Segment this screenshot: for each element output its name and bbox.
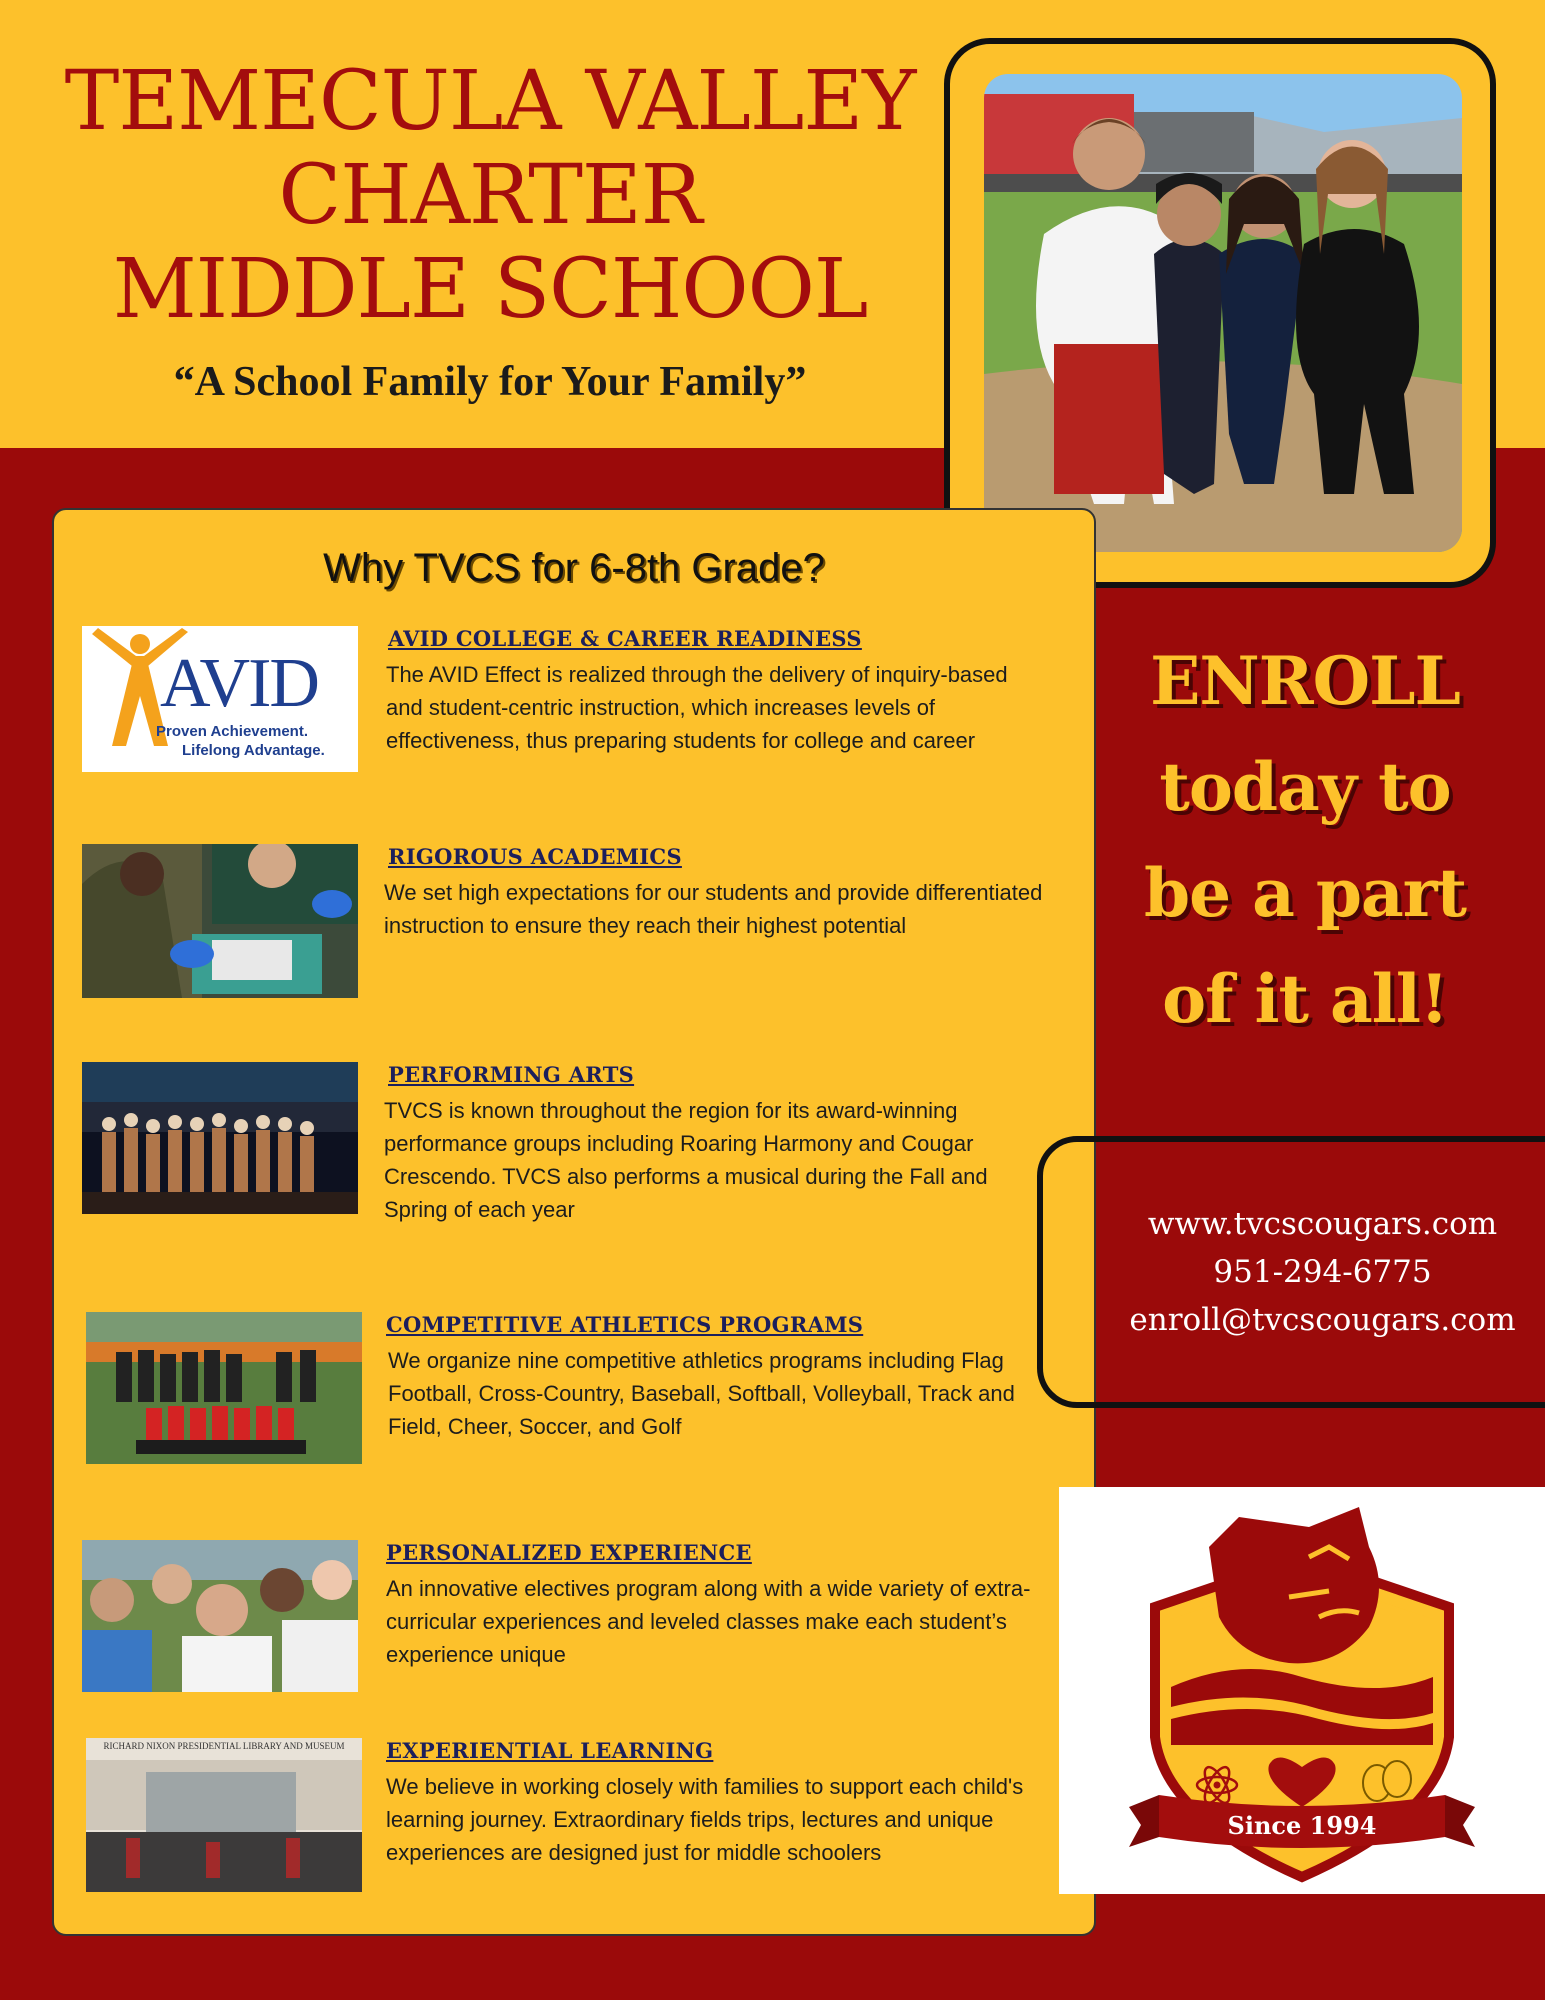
feature-heading: PERFORMING ARTS — [388, 1062, 635, 1087]
why-tvcs-card — [52, 508, 1096, 1936]
students-photo — [984, 74, 1462, 552]
academics-photo — [82, 844, 358, 998]
tagline: “A School Family for Your Family” — [173, 359, 807, 405]
feature-body: We set high expectations for our students and provide differentiated instruction to ensure they reach their highest potential — [384, 880, 1043, 938]
avid-tagline-2: Lifelong Advantage. — [182, 742, 325, 759]
feature-body: We organize nine competitive athletics programs including Flag Football, Cross-Country, Baseball, Softball, Volleyball, Track and Field, Cheer, Soccer, and Golf — [388, 1348, 1015, 1439]
feature-body: We believe in working closely with families to support each child's learning journey. Extraordinary fields trips, lectures and unique experiences are designed just for middle schoolers — [386, 1774, 1024, 1865]
feature-heading: COMPETITIVE ATHLETICS PROGRAMS — [386, 1312, 864, 1337]
contact-info — [1100, 1200, 1545, 1344]
personalized-photo — [82, 1540, 358, 1692]
feature-heading: PERSONALIZED EXPERIENCE — [386, 1540, 752, 1565]
athletics-photo — [86, 1312, 362, 1464]
experiential-photo — [86, 1738, 362, 1892]
performing-arts-photo — [82, 1062, 358, 1214]
feature-heading: RIGOROUS ACADEMICS — [388, 844, 682, 869]
feature-heading: AVID COLLEGE & CAREER READINESS — [388, 626, 862, 651]
enroll-line-3: be a part — [1143, 854, 1467, 932]
school-crest-box — [1059, 1487, 1545, 1894]
title-line-2: CHARTER — [278, 148, 702, 243]
enroll-line-4: of it all! — [1162, 960, 1448, 1038]
enroll-line-2: today to — [1159, 748, 1451, 826]
enroll-line-1: ENROLL — [1150, 642, 1460, 720]
phone-number[interactable]: 951-294-6775 — [1213, 1254, 1432, 1290]
card-title: Why TVCS for 6-8th Grade? — [323, 546, 825, 590]
feature-body: TVCS is known throughout the region for its award-winning performance groups including Roaring Harmony and Cougar Crescendo. TVCS also performs a musical during the Fall and Spring of each year — [384, 1098, 988, 1222]
photo-sign: RICHARD NIXON PRESIDENTIAL LIBRARY AND MUSEUM — [103, 1741, 345, 1751]
feature-body: The AVID Effect is realized through the delivery of inquiry-based and student-centric instruction, which increases levels of effectiveness, thus preparing students for college and career — [386, 662, 1008, 753]
title-line-3: MIDDLE SCHOOL — [112, 242, 868, 337]
feature-heading: EXPERIENTIAL LEARNING — [386, 1738, 714, 1763]
feature-body: An innovative electives program along with a wide variety of extra-curricular experiences and leveled classes make each student’s experience unique — [386, 1576, 1031, 1667]
since-banner-text: Since 1994 — [1227, 1811, 1377, 1840]
avid-logo — [82, 626, 358, 772]
avid-logo-text: AVID — [160, 645, 318, 722]
email-link[interactable]: enroll@tvcscougars.com — [1129, 1302, 1516, 1338]
school-title — [40, 55, 940, 337]
title-line-1: TEMECULA VALLEY — [64, 54, 916, 149]
enroll-callout — [1100, 628, 1510, 1052]
header-photo-frame — [944, 38, 1496, 588]
website-link[interactable]: www.tvcscougars.com — [1147, 1206, 1498, 1242]
avid-tagline-1: Proven Achievement. — [156, 723, 308, 740]
